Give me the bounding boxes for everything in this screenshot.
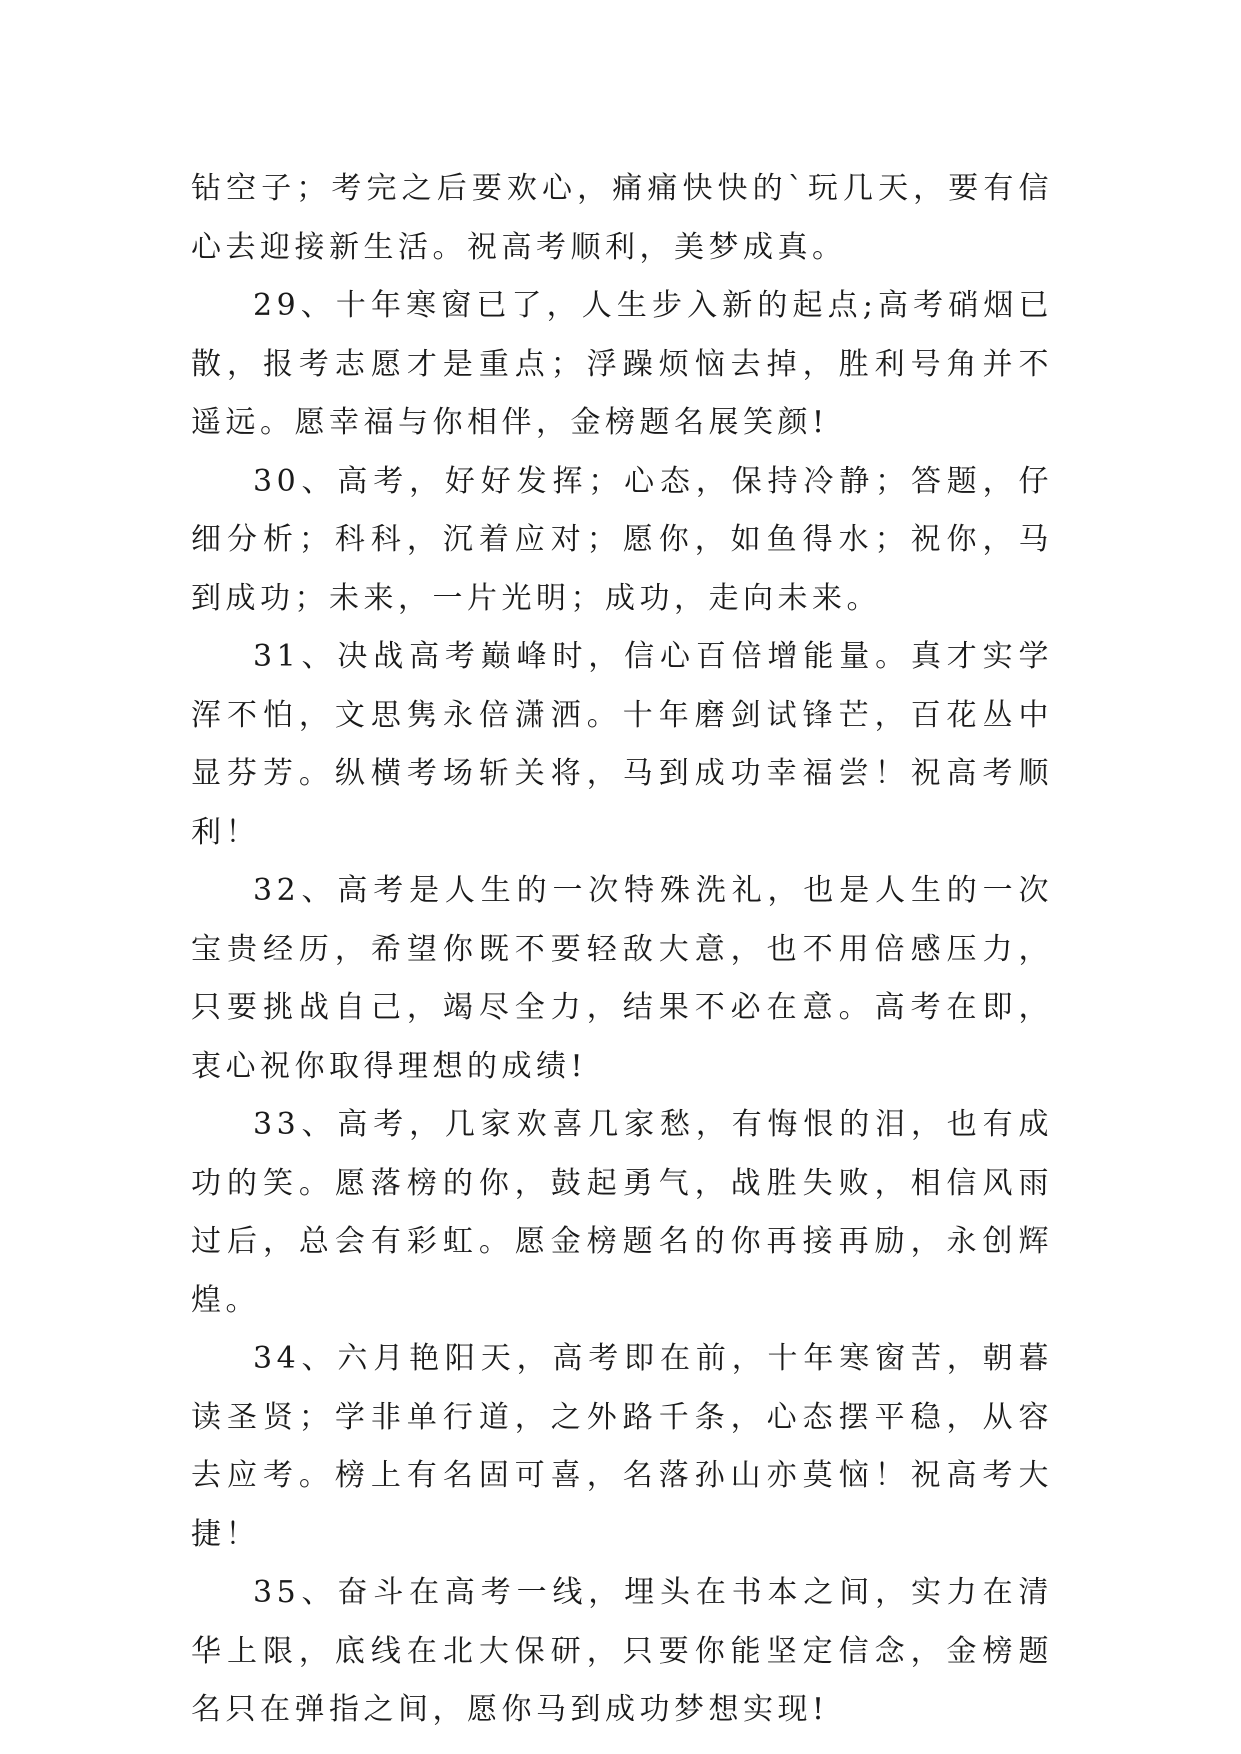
paragraph-wish-35: 35、奋斗在高考一线，埋头在书本之间，实力在清华上限，底线在北大保研，只要你能坚定信念，金榜题名只在弹指之间，愿你马到成功梦想实现! (191, 1575, 1053, 1727)
paragraph-wish-34: 34、六月艳阳天，高考即在前，十年寒窗苦，朝暮读圣贤；学非单行道，之外路千条，心态摆平稳，从容去应考。榜上有名固可喜，名落孙山亦莫恼！祝高考大捷！ (191, 1341, 1053, 1552)
document-body (191, 160, 1053, 1740)
paragraph-continuation: 钻空子；考完之后要欢心，痛痛快快的`玩几天，要有信心去迎接新生活。祝高考顺利，美梦成真。 (191, 171, 1053, 265)
paragraph-wish-29: 29、十年寒窗已了，人生步入新的起点;高考硝烟已散，报考志愿才是重点；浮躁烦恼去掉，胜利号角并不遥远。愿幸福与你相伴，金榜题名展笑颜! (191, 288, 1053, 440)
paragraph-wish-30: 30、高考，好好发挥；心态，保持冷静；答题，仔细分析；科科，沉着应对；愿你，如鱼得水；祝你，马到成功；未来，一片光明；成功，走向未来。 (191, 463, 1053, 616)
paragraph-wish-33: 33、高考，几家欢喜几家愁，有悔恨的泪，也有成功的笑。愿落榜的你，鼓起勇气，战胜失败，相信风雨过后，总会有彩虹。愿金榜题名的你再接再励，永创辉煌。 (191, 1107, 1053, 1318)
paragraph-wish-32: 32、高考是人生的一次特殊洗礼，也是人生的一次宝贵经历，希望你既不要轻敌大意，也不用倍感压力，只要挑战自己，竭尽全力，结果不必在意。高考在即，衷心祝你取得理想的成绩! (191, 873, 1053, 1084)
paragraph-wish-31: 31、决战高考巅峰时，信心百倍增能量。真才实学浑不怕，文思隽永倍潇洒。十年磨剑试锋芒，百花丛中显芬芳。纵横考场斩关将，马到成功幸福尝！祝高考顺利！ (191, 639, 1053, 850)
